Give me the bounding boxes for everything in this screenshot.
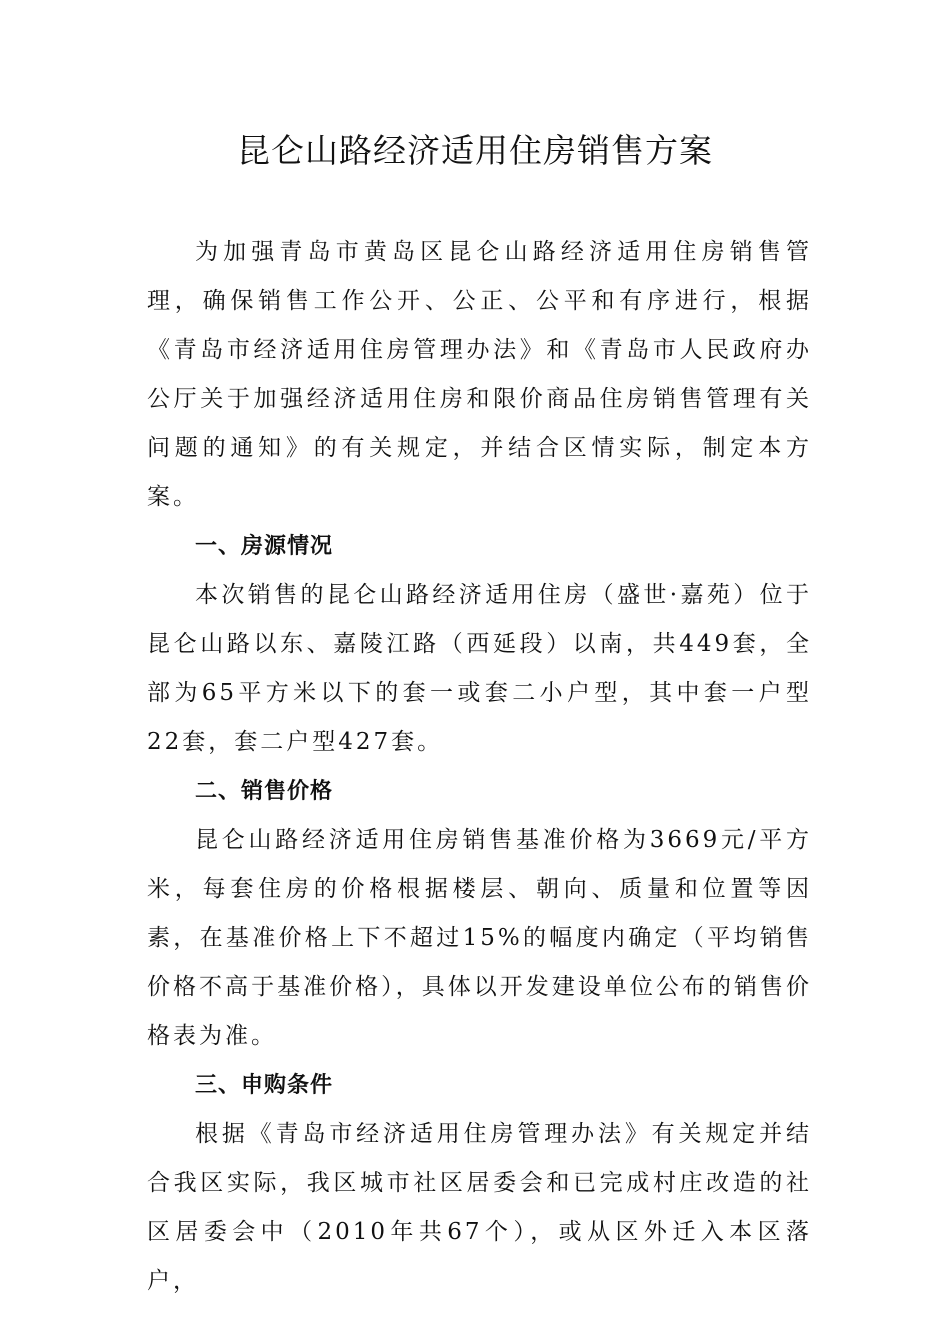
document-body [147,228,812,1306]
section-heading-sales-price: 二、销售价格 [195,779,334,804]
section-heading-purchase-conditions: 三、申购条件 [195,1073,334,1098]
intro-paragraph: 为加强青岛市黄岛区昆仑山路经济适用住房销售管理，确保销售工作公开、公正、公平和有序进行，根据《青岛市经济适用住房管理办法》和《青岛市人民政府办公厅关于加强经济适用住房和限价商品住房销售管理有关问题的通知》的有关规定，并结合区情实际，制定本方案。 [147,239,812,510]
section-heading-housing-source: 一、房源情况 [195,534,334,559]
section-text-purchase-conditions: 根据《青岛市经济适用住房管理办法》有关规定并结合我区实际，我区城市社区居委会和已完成村庄改造的社区居委会中（2010年共67个），或从区外迁入本区落户， [147,1121,812,1294]
document-title: 昆仑山路经济适用住房销售方案 [237,131,713,170]
section-text-sales-price: 昆仑山路经济适用住房销售基准价格为3669元/平方米，每套住房的价格根据楼层、朝向、质量和位置等因素，在基准价格上下不超过15%的幅度内确定（平均销售价格不高于基准价格），具体以开发建设单位公布的销售价格表为准。 [147,827,812,1049]
section-text-housing-source: 本次销售的昆仑山路经济适用住房（盛世·嘉苑）位于昆仑山路以东、嘉陵江路（西延段）以南，共449套，全部为65平方米以下的套一或套二小户型，其中套一户型22套，套二户型427套。 [147,582,812,755]
